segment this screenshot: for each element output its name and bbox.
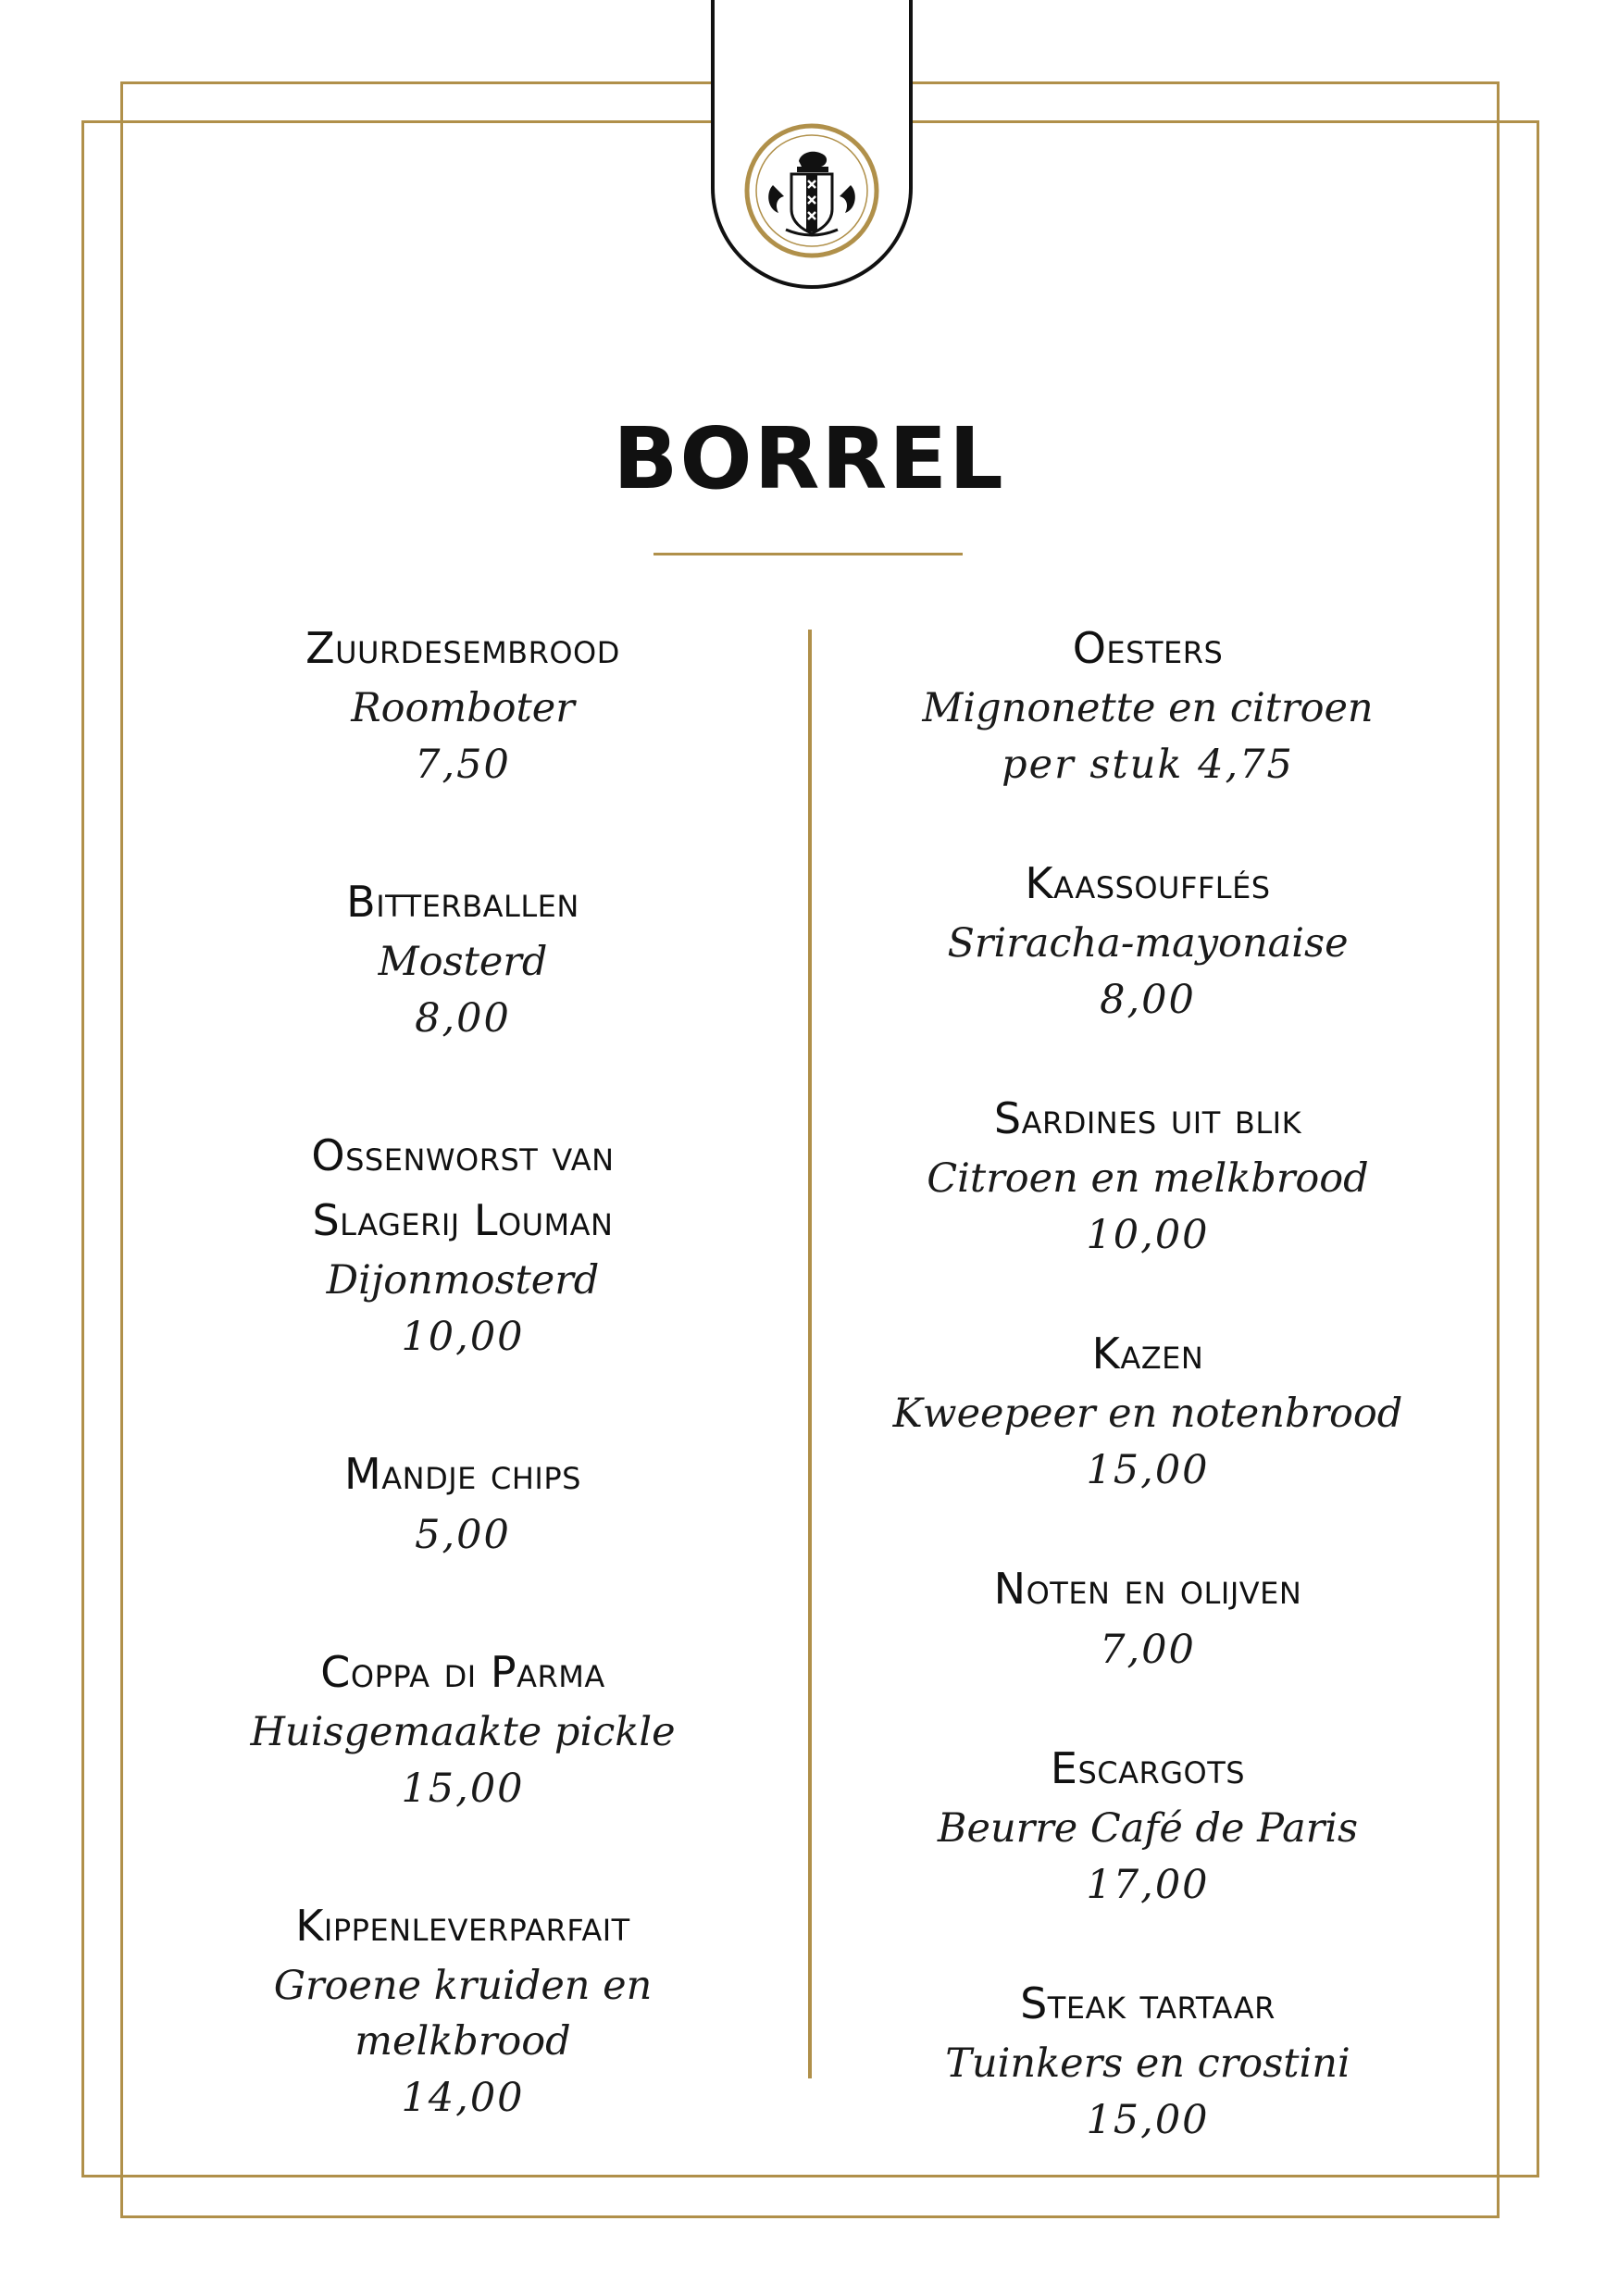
right-menu-column [861,616,1435,2206]
menu-item-description: Mosterd [378,939,548,985]
menu-item-price: 15,00 [1086,1447,1210,1493]
menu-item-name: Escargots [1050,1743,1246,1793]
menu-item [861,1321,1435,1499]
menu-item-price: 8,00 [415,995,511,1042]
menu-item-name-line2: Slagerij Louman [312,1195,614,1245]
menu-item-name: Steak tartaar [1020,1978,1276,2028]
menu-item-name: Kazen [1091,1329,1204,1379]
menu-item-price: 10,00 [1086,1212,1210,1258]
menu-item-name: Oesters [1072,623,1224,673]
menu-item [861,851,1435,1029]
column-divider [808,630,812,2078]
menu-item-price: 7,50 [415,742,511,788]
menu-item-description: Sriracha-mayonaise [947,920,1349,967]
left-menu-column [185,616,741,2202]
menu-item-name: Noten en olijven [993,1564,1302,1614]
menu-item [861,1086,1435,1264]
menu-item-price: 15,00 [401,1766,525,1812]
menu-item-description: Citroen en melkbrood [927,1155,1369,1202]
menu-item-price: 10,00 [401,1314,525,1360]
amsterdam-coat-of-arms-icon [741,120,882,261]
title-underline [653,553,963,555]
menu-item [861,616,1435,793]
menu-item-description: Groene kruiden en melkbrood [273,1963,653,2065]
menu-item-description: Huisgemaakte pickle [250,1709,676,1755]
menu-item-price: 5,00 [415,1512,511,1558]
menu-item-price: 15,00 [1086,2097,1210,2143]
menu-item-price: 17,00 [1086,1862,1210,1908]
menu-item [185,1893,741,2127]
menu-item [185,616,741,793]
menu-item-price: 8,00 [1100,977,1196,1023]
menu-item-price: 14,00 [401,2075,525,2121]
menu-item-description: Mignonette en citroen [922,685,1374,731]
menu-item-name: Bitterballen [346,877,579,927]
menu-item-name: Sardines uit blik [993,1093,1302,1143]
menu-item-description: Kweepeer en notenbrood [892,1391,1403,1437]
menu-item-price: per stuk 4,75 [1002,742,1294,788]
menu-item-name: Kippenleverparfait [295,1901,630,1951]
menu-item [185,869,741,1047]
menu-item [185,1441,741,1564]
menu-item-name: Zuurdesembrood [305,623,620,673]
menu-item-description: Beurre Café de Paris [937,1805,1359,1852]
menu-item-name: Kaassoufflés [1025,858,1271,908]
menu-item-description: Roomboter [351,685,575,731]
menu-item-description: Dijonmosterd [326,1257,600,1304]
menu-item-name: Coppa di Parma [320,1647,605,1697]
page-title: BORREL [613,409,1005,508]
menu-item [861,1971,1435,2149]
menu-item [185,1123,741,1366]
menu-item-name: Mandje chips [344,1449,581,1499]
menu-item [185,1640,741,1817]
menu-item [861,1736,1435,1914]
menu-item-description: Tuinkers en crostini [945,2040,1350,2087]
menu-item-price: 7,00 [1100,1627,1196,1673]
menu-item-name: Ossenworst van [311,1130,615,1180]
menu-item [861,1556,1435,1678]
